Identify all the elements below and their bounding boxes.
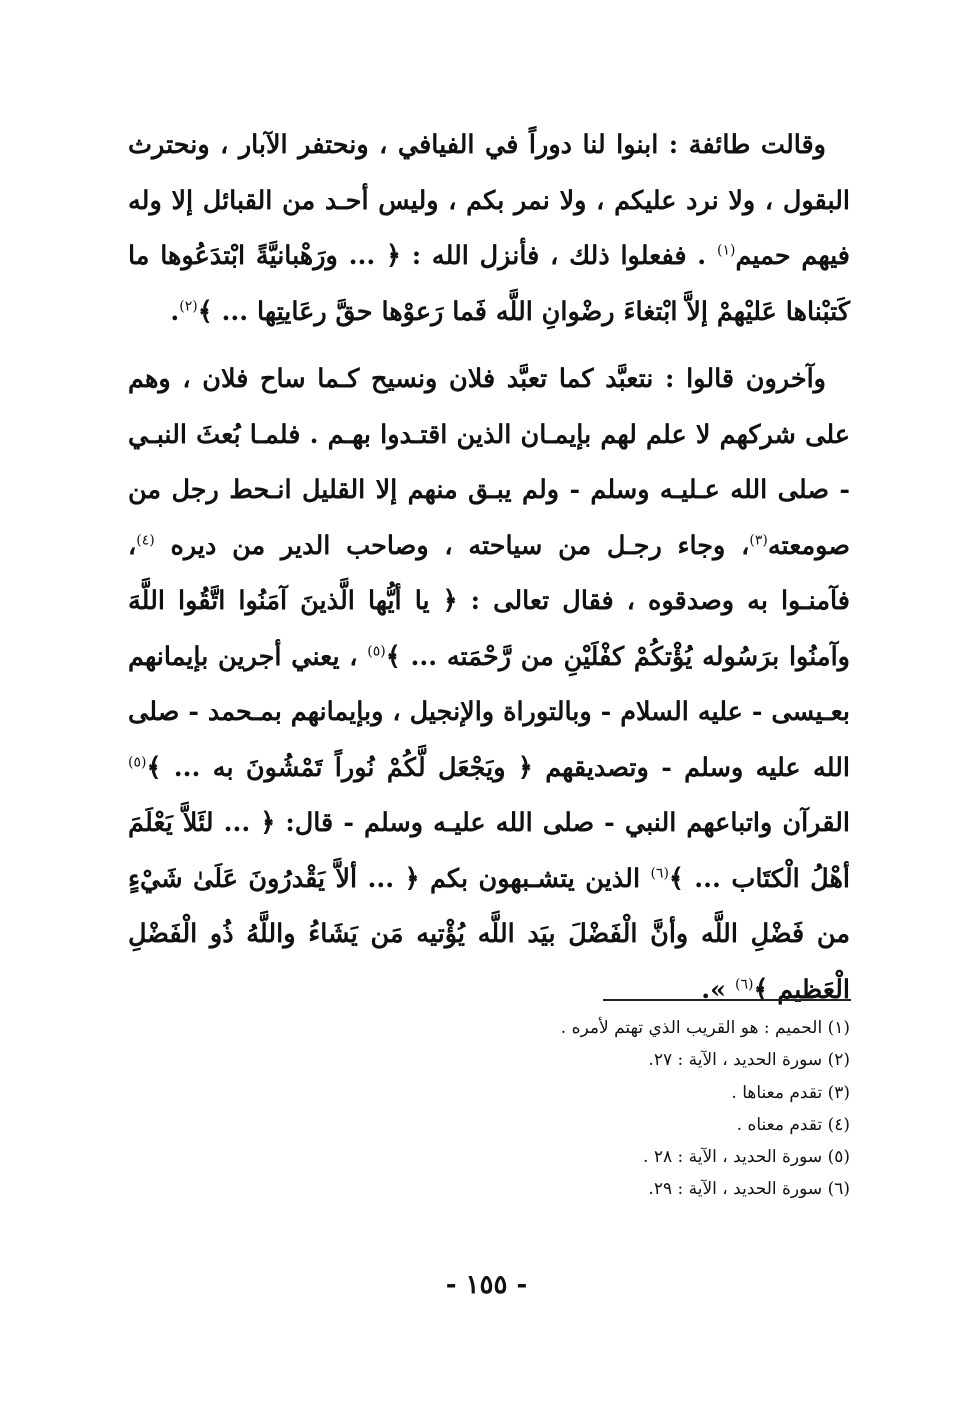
footnote-reference: (١) <box>716 242 736 259</box>
footnote-6: (٦) سورة الحديد ، الآية : ٢٩. <box>648 1179 850 1200</box>
footnote-reference: (٢) <box>179 298 198 314</box>
page-number: - ١٥٥ - <box>445 1270 528 1300</box>
text-run: ». <box>701 974 735 1005</box>
footnote-1: (١) الحميم : هو القريب الذي تهتم لأمره . <box>560 1018 850 1038</box>
footnote-2: (٢) سورة الحديد ، الآية : ٢٧. <box>648 1050 850 1071</box>
quran-quote: ﴿ يا أيُّها الَّذينَ آمَنُوا اتَّقُوا اللَّهَ وآمنُوا برَسُوله يُؤْتكُمْ كفْلَيْنِ من رَّحْمَته ... ﴾ <box>128 586 850 672</box>
footnote-reference: (٣) <box>749 532 768 548</box>
text-run: . ففعلوا ذلك ، فأنزل الله : <box>400 241 717 271</box>
text-run: الذين يتشـبهون بكم <box>419 863 651 894</box>
text-run: ، وجاء رجـل من سياحته ، وصاحب الدير من ديره <box>154 530 750 561</box>
footnote-3: (٣) تقدم معناها . <box>731 1082 850 1103</box>
paragraph-2 <box>128 352 850 1018</box>
text-run: . <box>170 296 180 327</box>
footnotes-list <box>430 1012 850 1206</box>
main-text <box>128 118 850 1018</box>
footnote-reference: (٦) <box>734 976 754 992</box>
text-run: القرآن واتباعهم النبي - صلى الله عليـه وسلم - قال: <box>275 808 850 838</box>
paragraph-1 <box>128 118 850 340</box>
footnote-reference: (٤) <box>136 532 155 548</box>
footnote-5: (٥) سورة الحديد ، الآية : ٢٨ . <box>643 1147 850 1168</box>
quran-quote: ﴿ ... ورَهْبانيَّةً ابْتدَعُوها ما كَتبْناها عَليْهمْ إلاَّ ابْتغاءَ رضْوانِ اللَّه فَما رَعوْها حقَّ رعَايتِها ... ﴾ <box>128 241 850 327</box>
quran-quote: ﴿ ... لئَلاَّ يَعْلَمَ أهْلُ الْكتَاب ... ﴾ <box>128 808 850 894</box>
footnote-divider <box>603 999 851 1001</box>
footnote-reference: (٥) <box>367 643 386 659</box>
text-run: وآخرون قالوا : نتعبَّد كما تعبَّد فلان ونسيح كـما ساح فلان ، وهم على شركهم لا علم لهم بإيمـان الذين اقتـدوا بهـم . فلمـا بُعثَ النبـي - صلى الله عـليـه وسلم - ولم يبـق منهم إلا القليل انـحط رجل من صومعته <box>128 364 850 561</box>
footnote-4: (٤) تقدم معناه . <box>736 1114 850 1135</box>
text-run: ، فآمنـوا به وصدقوه ، فقال تعالى : <box>128 530 850 616</box>
text-run: ، يعني أجرين بإيمانهم بعـيسى - عليه السلام - وبالتوراة والإنجيل ، وبإيمانهم بمـحمد - صلى الله عليه وسلم - وتصديقهم <box>128 641 850 783</box>
footnote-reference: (٦) <box>650 865 669 881</box>
quran-quote: ﴿ ويَجْعَل لَّكُمْ نُوراً تَمْشُونَ به ... ﴾ <box>146 752 533 783</box>
footnote-reference: (٥) <box>128 754 147 770</box>
text-run: وقالت طائفة : ابنوا لنا دوراً في الفيافي ، ونحتفر الآبار ، ونحترث البقول ، ولا نرد عليكم ، ولا نمر بكم ، وليس أحـد من القبائل إلا وله فيهم حميم <box>128 130 850 271</box>
quran-quote: ﴿ ... ألاَّ يَقْدرُونَ عَلَىٰ شَيْءٍ من فَضْلِ اللَّه وأنَّ الْفَضْلَ بيَد اللَّه يُؤْتيه مَن يَشَاءُ واللَّهُ ذُو الْفَضْلِ الْعَظيم ﴾ <box>128 863 850 1005</box>
